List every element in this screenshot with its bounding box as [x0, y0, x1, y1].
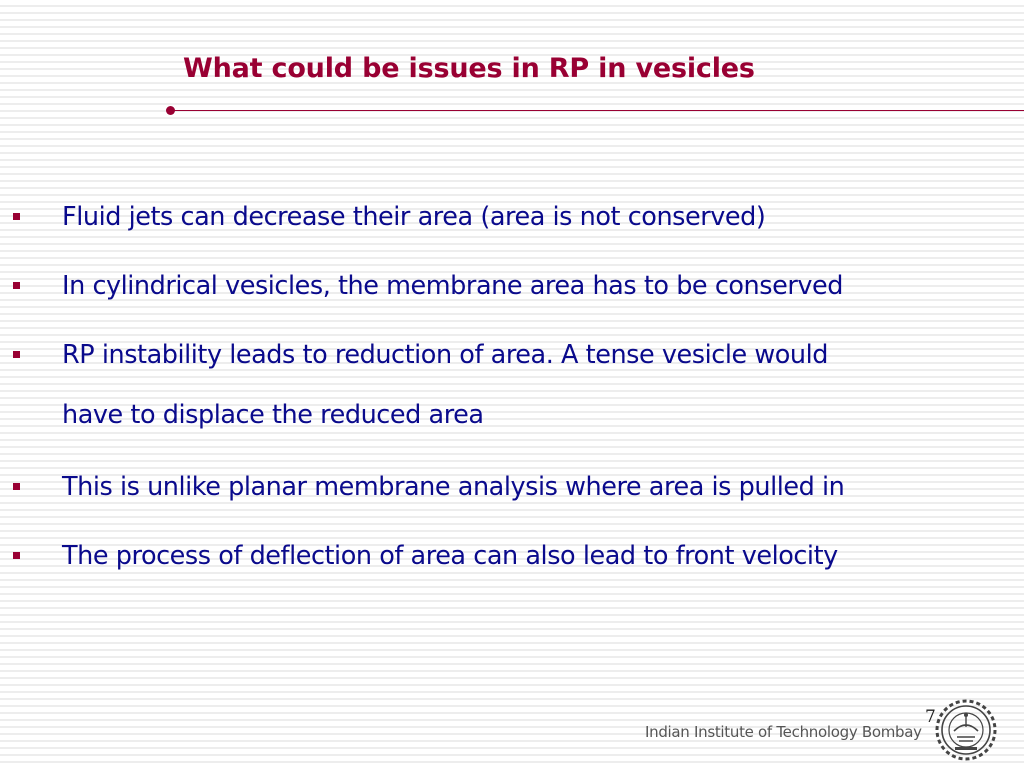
bullet-line: have to displace the reduced area [62, 400, 484, 430]
iit-bombay-logo-icon [933, 697, 999, 763]
bullet-text [62, 457, 1020, 517]
page-number: 7 [925, 707, 936, 727]
bullet-text [62, 325, 1020, 445]
bullet-marker-icon [13, 351, 20, 358]
bullet-text [62, 187, 1020, 247]
bullet-text [62, 526, 1020, 586]
bullet-line: Fluid jets can decrease their area (area is not conserved) [62, 202, 766, 232]
title-underline [172, 110, 1024, 111]
institute-name: Indian Institute of Technology Bombay [645, 723, 922, 741]
bullet-line: This is unlike planar membrane analysis where area is pulled in [62, 472, 845, 502]
bullet-line: RP instability leads to reduction of area. A tense vesicle would [62, 340, 828, 370]
bullet-line: In cylindrical vesicles, the membrane area has to be conserved [62, 271, 843, 301]
bullet-line: The process of deflection of area can also lead to front velocity [62, 541, 838, 571]
slide-title: What could be issues in RP in vesicles [183, 53, 755, 84]
bullet-marker-icon [13, 213, 20, 220]
title-underline-dot [166, 106, 175, 115]
bullet-marker-icon [13, 282, 20, 289]
bullet-marker-icon [13, 483, 20, 490]
bullet-marker-icon [13, 552, 20, 559]
bullet-text [62, 256, 1020, 316]
